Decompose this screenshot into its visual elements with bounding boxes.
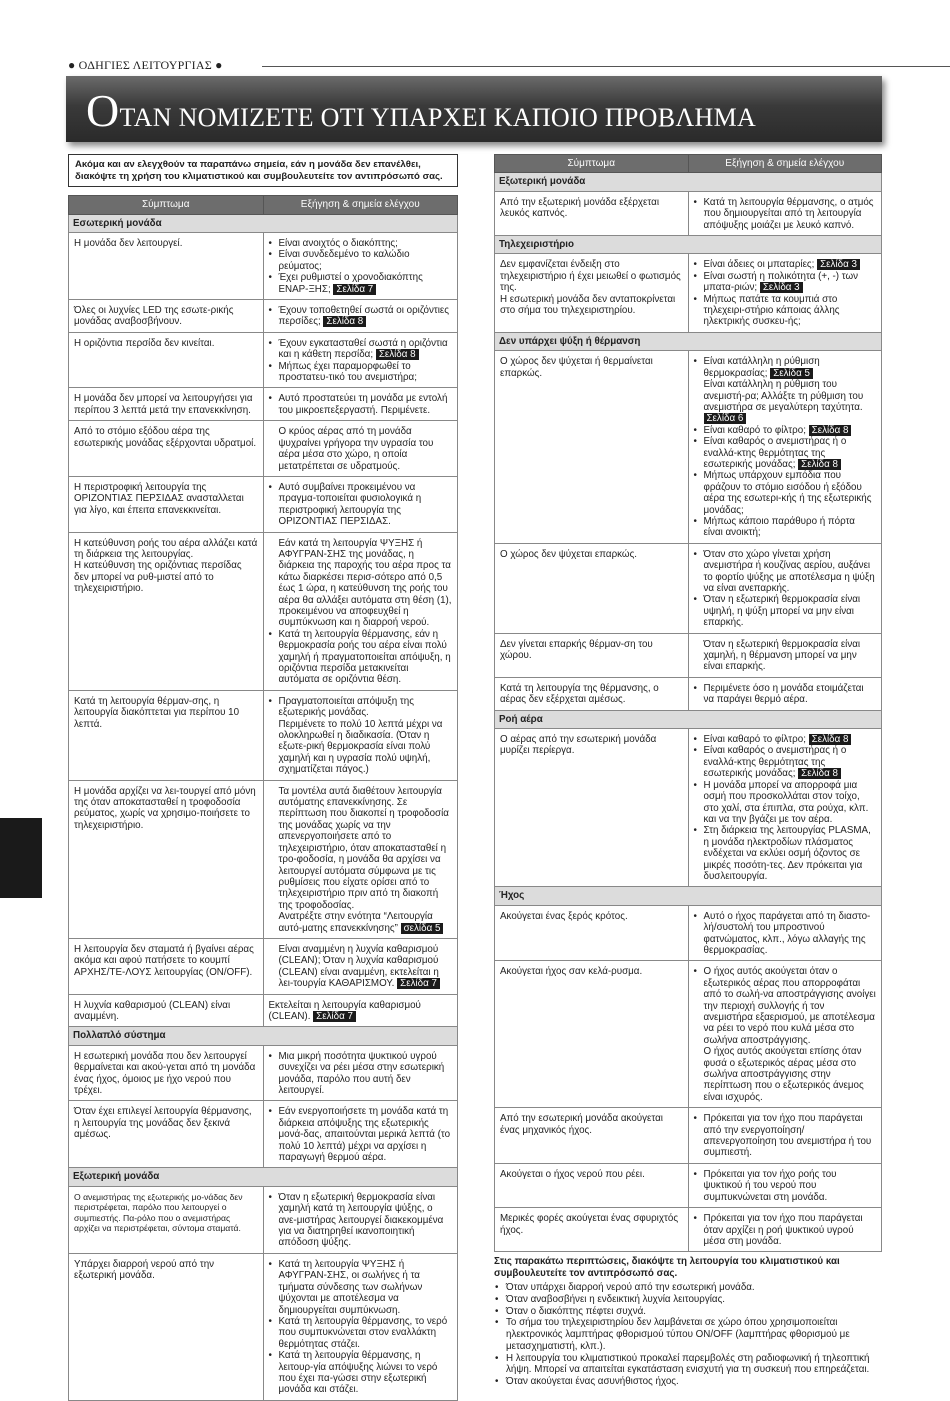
table-row: Ακούγεται ένας ξερός κρότος. • Αυτό ο ήχος παράγεται από τη διαστο-λή/συστολή του μπροστινού φατνώματος, κλπ., λόγω αλλαγής της θερμοκρασίας. [495,905,882,961]
page-title [86,84,756,137]
table-row: Κατά τη λειτουργία θέρμαν-σης, η λειτουργία διακόπτεται για περίπου 10 λεπτά. • Πραγματοποιείται απόψυξη της εξωτερικής μονάδας. Περιμένετε το πολύ 10 λεπτά μέχρι να ολοκληρωθεί η διαδικασία. (Όταν η εξωτε-ρική θερμοκρασία είναι πολύ χαμηλή και η υγρασία πολύ υψηλή, σχηματίζεται πάγος.) [69,690,458,780]
page-ref: Σελίδα 8 [809,734,852,745]
troubleshooting-table-left [68,195,458,1401]
page-ref: Σελίδα 8 [376,349,419,360]
table-row: Η περιστροφική λειτουργία της ΟΡΙΖΟΝΤΙΑΣ ΠΕΡΣΙΔΑΣ ανασταλλεται για λίγο, και έπειτα επανεκκινείται. • Αυτό συμβαίνει προκειμένου να πραγμα-τοποιείται φυσιολογικά η περιστροφική λειτουργία της ΟΡΙΖΟΝΤΙΑΣ ΠΕΡΣΙΔΑΣ. [69,476,458,532]
right-column [494,154,882,1388]
table-row: Η μονάδα δεν λειτουργεί. • Είναι ανοιχτός ο διακόπτης; • Είναι συνδεδεμένο το καλώδιο ρεύματος; • Έχει ρυθμιστεί ο χρονοδιακόπτης ΕΝΑΡ-ΞΗΣ; Σελίδα 7 [69,233,458,300]
table-row: Η κατεύθυνση ροής του αέρα αλλάζει κατά τη διάρκεια της λειτουργίας. Η κατεύθυνση της οριζόντιας περσίδας δεν μπορεί να ρυθ-μιστεί από το τηλεχειριστήριο. Εάν κατά τη λειτουργία ΨΥΞΗΣ ή ΑΦΥΓΡΑΝ-ΣΗΣ της μονάδας, η διάρκεια της παροχής του αέρα προς τα κάτω διαρκέσει περισ-σότερο από 0,5 έως 1 ώρα, η κατεύθυνση της ροής του αέρα θα αλλάξει αυτόματα στη θέση (1), προκειμένου να αποφευχθεί η συμπύκνωση και η διαρροή νερού. • Κατά τη λειτουργία θέρμανσης, εάν η θερμοκρασία ροής του αέρα είναι πολύ χαμηλή ή πραγματοποιείται απόψυξη, η οριζόντια περσίδα μετακινείται αυτόματα σε οριζόντια θέση. [69,532,458,690]
list-item: • Η λειτουργία του κλιματιστικού προκαλεί παρεμβολές στη ραδιοφωνική ή τηλεοπτική λήψη. Μπορεί να απαιτείται εγκατάσταση ενισχυτή για τη συσκευή που επηρεάζεται. [494,1353,882,1377]
page-ref: Σελίδα 8 [809,425,852,436]
list-item: • Όταν ο διακόπτης πέφτει συχνά. [494,1306,882,1318]
table-row: Όλες οι λυχνίες LED της εσωτε-ρικής μονάδας αναβοσβήνουν. • Έχουν τοποθετηθεί σωστά οι οριζόντιες περσίδες; Σελίδα 8 [69,300,458,333]
table-row: Κατά τη λειτουργία της θέρμανσης, ο αέρας δεν εξέρχεται αμέσως. • Περιμένετε όσο η μονάδα ετοιμάζεται να παράγει θερμό αέρα. [495,677,882,710]
table-row: Υπάρχει διαρροή νερού από την εξωτερική μονάδα. • Κατά τη λειτουργία ΨΥΞΗΣ ή ΑΦΥΓΡΑΝ-ΣΗΣ, οι σωλήνες ή τα τμήματα σύνδεσης των σωλήνων ψύχονται με αποτέλεσμα να δημιουργείται συμπύκνωση. • Κατά τη λειτουργία θέρμανσης, το νερό που συμπυκνώνεται στον εναλλάκτη θερμότητας στάζει. • Κατά τη λειτουργία θέρμανσης, η λειτουρ-γία απόψυξης λιώνει το νερό που έχει πα-γώσει στην εξωτερική μονάδα και στάζει. [69,1253,458,1400]
section-remote-control: Τηλεχειριστήριο [495,236,882,254]
title-banner [66,76,882,142]
page-ref: Σελίδα 8 [798,768,841,779]
list-item: • Όταν υπάρχει διαρροή νερού από την εσωτερική μονάδα. [494,1282,882,1294]
col-header-explanation: Εξήγηση & σημεία ελέγχου [263,196,458,214]
title-capital: Ο [86,85,120,136]
page-ref: Σελίδα 8 [323,316,366,327]
table-row: Ο χώρος δεν ψύχεται επαρκώς. • Όταν στο χώρο γίνεται χρήση ανεμιστήρα ή κουζίνας αερίου, αυξάνει το φορτίο ψύξης με αποτέλεσμα η ψύξη να είναι ανεπαρκής. • Όταν η εξωτερική θερμοκρασία είναι υψηλή, η ψύξη μπορεί να μην είναι επαρκής. [495,543,882,633]
table-row: Η μονάδα αρχίζει να λει-τουργεί από μόνη της όταν αποκατασταθεί η τροφοδοσία ρεύματος, χωρίς να χρησιμο-ποιήσετε το τηλεχειριστήριο. Τα μοντέλα αυτά διαθέτουν λειτουργία αυτόματης επανεκκίνησης. Σε περίπτωση που διακοπεί η τροφοδοσία της μονάδας χωρίς να την απενεργοποιήσετε από το τηλεχειριστήριο, όταν αποκατασταθεί η τρο-φοδοσία, η μονάδα θα αρχίσει να λειτουργεί αυτόματα σύμφωνα με τις ρυθμίσεις που είχατε ορίσει από το τηλεχειριστήριο πριν από τη διακοπή της τροφοδοσίας. Ανατρέξτε στην ενότητα “Λειτουργία αυτό-ματης επανεκκίνησης” σελίδα 5 [69,780,458,938]
list-item: • Το σήμα του τηλεχειριστηρίου δεν λαμβάνεται σε χώρο όπου χρησιμοποιείται ηλεκτρονικός λαμπτήρας φθορισμού τύπου ON/OFF (λαμπτήρας φθορισμού με μετασχηματιστή, κλπ.). [494,1317,882,1352]
page-ref: Σελίδα 8 [798,459,841,470]
table-row: Ακούγεται ο ήχος νερού που ρέει. • Πρόκειται για τον ήχο ροής του ψυκτικού ή του νερού που συμπυκνώνεται στη μονάδα. [495,1163,882,1207]
col-header-explanation: Εξήγηση & σημεία ελέγχου [688,155,882,173]
stop-use-notes [494,1256,882,1388]
table-row: Μερικές φορές ακούγεται ένας σφυριχτός ήχος. • Πρόκειται για τον ήχο που παράγεται όταν αρχίζει η ροή ψυκτικού υγρού μέσα στη μονάδα. [495,1208,882,1252]
section-indoor-unit: Εσωτερική μονάδα [69,214,458,232]
table-row: Ο αέρας από την εσωτερική μονάδα μυρίζει περίεργα. • Είναι καθαρό το φίλτρο; Σελίδα 8 • Είναι καθαρός ο ανεμιστήρας ή ο εναλλά-κτης θερμότητας της εσωτερικής μονάδας; Σελίδα 8 • Η μονάδα μπορεί να απορροφά μια οσμή που προσκολλάται στον τοίχο, στο χαλί, στα έπιπλα, στα ρούχα, κλπ. και να την βγάζει με τον αέρα. • Στη διάρκεια της λειτουργίας PLASMA, η μονάδα ηλεκτροδίων πλάσματος ενδέχεται να εκλύει οσμή όζοντος σε μικρές ποσότη-τες. Δεν πρόκειται για δυσλειτουργία. [495,729,882,887]
table-row: Η λειτουργία δεν σταματά ή βγαίνει αέρας ακόμα και αφού πατήσετε το κουμπί ΑΡΧΗΣ/ΤΕ-ΛΟΥΣ λειτουργίας (ON/OFF). Είναι αναμμένη η λυχνία καθαρισμού (CLEAN); Όταν η λυχνία καθαρισμού (CLEAN) είναι αναμμένη, εκτελείται η λει-τουργία ΚΑΘΑΡΙΣΜΟΥ. Σελίδα 7 [69,938,458,994]
table-row: Δεν εμφανίζεται ένδειξη στο τηλεχειριστήριο ή έχει μειωθεί ο φωτισμός της. Η εσωτερική μονάδα δεν ανταποκρίνεται στο σήμα του τηλεχειριστηρίου. • Είναι άδειες οι μπαταρίες; Σελίδα 3 • Είναι σωστή η πολικότητα (+, -) των μπατα-ριών; Σελίδα 3 • Μήπως πατάτε τα κουμπιά στο τηλεχειρι-στήριο κάποιας άλλης ηλεκτρικής συσκευ-ής; [495,254,882,332]
section-outdoor-unit: Εξωτερική μονάδα [69,1168,458,1186]
section-sound: Ήχος [495,887,882,905]
page-ref: Σελίδα 7 [397,978,440,989]
table-row: Ο χώρος δεν ψύχεται ή θερμαίνεται επαρκώς. • Είναι κατάλληλη η ρύθμιση θερμοκρασίας; Σελίδα 5 Είναι κατάλληλη η ρύθμιση του ανεμιστή-ρα; Αλλάξτε τη ρύθμιση του ανεμιστήρα σε μεγαλύτερη ταχύτητα. Σελίδα 6 • Είναι καθαρό το φίλτρο; Σελίδα 8 • Είναι καθαρός ο ανεμιστήρας ή ο εναλλά-κτης θερμότητας της εσωτερικής μονάδας; Σελίδα 8 • Μήπως υπάρχουν εμπόδια που φράζουν το στόμιο εισόδου ή εξόδου αέρα της εσωτερι-κής ή της εξωτερικής μονάδας; • Μήπως κάποιο παράθυρο ή πόρτα είναι ανοικτή; [495,351,882,544]
intro-note: Ακόμα και αν ελεγχθούν τα παραπάνω σημεία, εάν η μονάδα δεν επανέλθει, διακόψτε τη χρήση του κλιματιστικού και συμβουλευτείτε τον αντιπρόσωπό σας. [68,154,458,187]
page-ref: Σελίδα 5 [770,368,813,379]
section-multi-system: Πολλαπλό σύστημα [69,1027,458,1045]
table-row: Η μονάδα δεν μπορεί να λειτουργήσει για περίπου 3 λεπτά μετά την επανεκκίνηση. • Αυτό προστατεύει τη μονάδα με εντολή του μικροεπεξεργαστή. Περιμένετε. [69,388,458,421]
title-text: ΤΑΝ ΝΟΜΙΖΕΤΕ ΟΤΙ ΥΠΑΡΧΕΙ ΚΑΠΟΙΟ ΠΡΟΒΛΗΜΑ [119,103,757,132]
col-header-symptom: Σύμπτωμα [69,196,264,214]
page-ref: Σελίδα 3 [760,282,803,293]
table-row: Δεν γίνεται επαρκής θέρμαν-ση του χώρου. Όταν η εξωτερική θερμοκρασία είναι χαμηλή, η θέρμανση μπορεί να μην είναι επαρκής. [495,633,882,677]
header-rule [262,66,950,67]
table-row: Από την εσωτερική μονάδα ακούγεται ένας μηχανικός ήχος. • Πρόκειται για τον ήχο που παράγεται από την ενεργοποίηση/απενεργοποίηση του ανεμιστήρα ή του συμπιεστή. [495,1108,882,1164]
table-row: Η λυχνία καθαρισμού (CLEAN) είναι αναμμένη. Εκτελείται η λειτουργία καθαρισμού (CLEAN). Σελίδα 7 [69,994,458,1027]
page-ref: Σελίδα 7 [333,284,376,295]
section-airflow: Ροή αέρα [495,710,882,728]
list-item: • Όταν ακούγεται ένας ασυνήθιστος ήχος. [494,1376,882,1388]
section-outdoor-unit: Εξωτερική μονάδα [495,173,882,191]
col-header-symptom: Σύμπτωμα [495,155,689,173]
page-ref: σελίδα 5 [401,923,444,934]
table-row: Η οριζόντια περσίδα δεν κινείται. • Έχουν εγκατασταθεί σωστά η οριζόντια και η κάθετη περσίδα; Σελίδα 8 • Μήπως έχει παραμορφωθεί το προστατευ-τικό του ανεμιστήρα; [69,332,458,388]
table-row: Από το στόμιο εξόδου αέρα της εσωτερικής μονάδας εξέρχονται υδρατμοί. Ο κρύος αέρας από τη μονάδα ψυχραίνει γρήγορα την υγρασία του αέρα μέσα στο χώρο, η οποία μετατρέπεται σε υδρατμούς. [69,421,458,477]
list-item: • Όταν αναβοσβήνει η ενδεικτική λυχνία λειτουργίας. [494,1294,882,1306]
section-header: ● ΟΔΗΓΙΕΣ ΛΕΙΤΟΥΡΓΙΑΣ ● [68,58,223,72]
section-no-cooling-heating: Δεν υπάρχει ψύξη ή θέρμανση [495,332,882,350]
troubleshooting-table-right [494,154,882,1252]
table-row: Ο ανεμιστήρας της εξωτερικής μο-νάδας δεν περιστρέφεται, παρόλο που λειτουργεί ο συμπιεστής. Πα-ρόλο που ο ανεμιστήρας αρχίζει να περιστρέφεται, σύντομα σταματά. • Όταν η εξωτερική θερμοκρασία είναι χαμηλή κατά τη λειτουργία ψύξης, ο ανε-μιστήρας λειτουργεί διακεκομμένα για να διατηρηθεί ικανοποιητική απόδοση ψύξης. [69,1186,458,1253]
table-row: Η εσωτερική μονάδα που δεν λειτουργεί θερμαίνεται και ακού-γεται από τη μονάδα ένας ήχος, όμοιος με ήχο νερού που τρέχει. • Μια μικρή ποσότητα ψυκτικού υγρού συνεχίζει να ρέει μέσα στην εσωτερική μονάδα, παρόλο που αυτή δεν λειτουργεί. [69,1045,458,1101]
side-tab-marker [0,818,42,898]
page-ref: Σελίδα 7 [313,1011,356,1022]
page-ref: Σελίδα 6 [704,413,747,424]
table-row: Από την εξωτερική μονάδα εξέρχεται λευκός καπνός. • Κατά τη λειτουργία θέρμανσης, ο ατμός που δημιουργείται από τη λειτουργία απόψυξης μοιάζει με λευκό καπνό. [495,191,882,235]
notes-heading: Στις παρακάτω περιπτώσεις, διακόψτε τη λειτουργία του κλιματιστικού και συμβουλευτείτε τον αντιπρόσωπό σας. [494,1256,840,1280]
left-column [68,154,458,1401]
table-row: Ακούγεται ήχος σαν κελά-ρυσμα. • Ο ήχος αυτός ακούγεται όταν ο εξωτερικός αέρας που απορροφάται από το σωλή-να αποστράγγισης ανοίγει την περιοχή συλλογής ή τον ανεμιστήρα εξαερισμού, με αποτέλεσμα να ρέει το νερό που κυλά μέσα στο σωλήνα αποστράγγισης. Ο ήχος αυτός ακούγεται επίσης όταν φυσά ο εξωτερικός αέρας μέσα στο σωλήνα αποστράγγισης στην περίπτωση που ο εξωτερικός άνεμος είναι ισχυρός. [495,961,882,1108]
table-row: Όταν έχει επιλεγεί λειτουργία θέρμανσης, η λειτουργία της μονάδας δεν ξεκινά αμέσως. • Εάν ενεργοποιήσετε τη μονάδα κατά τη διάρκεια απόψυξης της εξωτερικής μονά-δας, απαιτούνται μερικά λεπτά (το πολύ 10 λεπτά) μέχρι να αρχίσει η παραγωγή θερμού αέρα. [69,1101,458,1168]
page-ref: Σελίδα 3 [817,259,860,270]
